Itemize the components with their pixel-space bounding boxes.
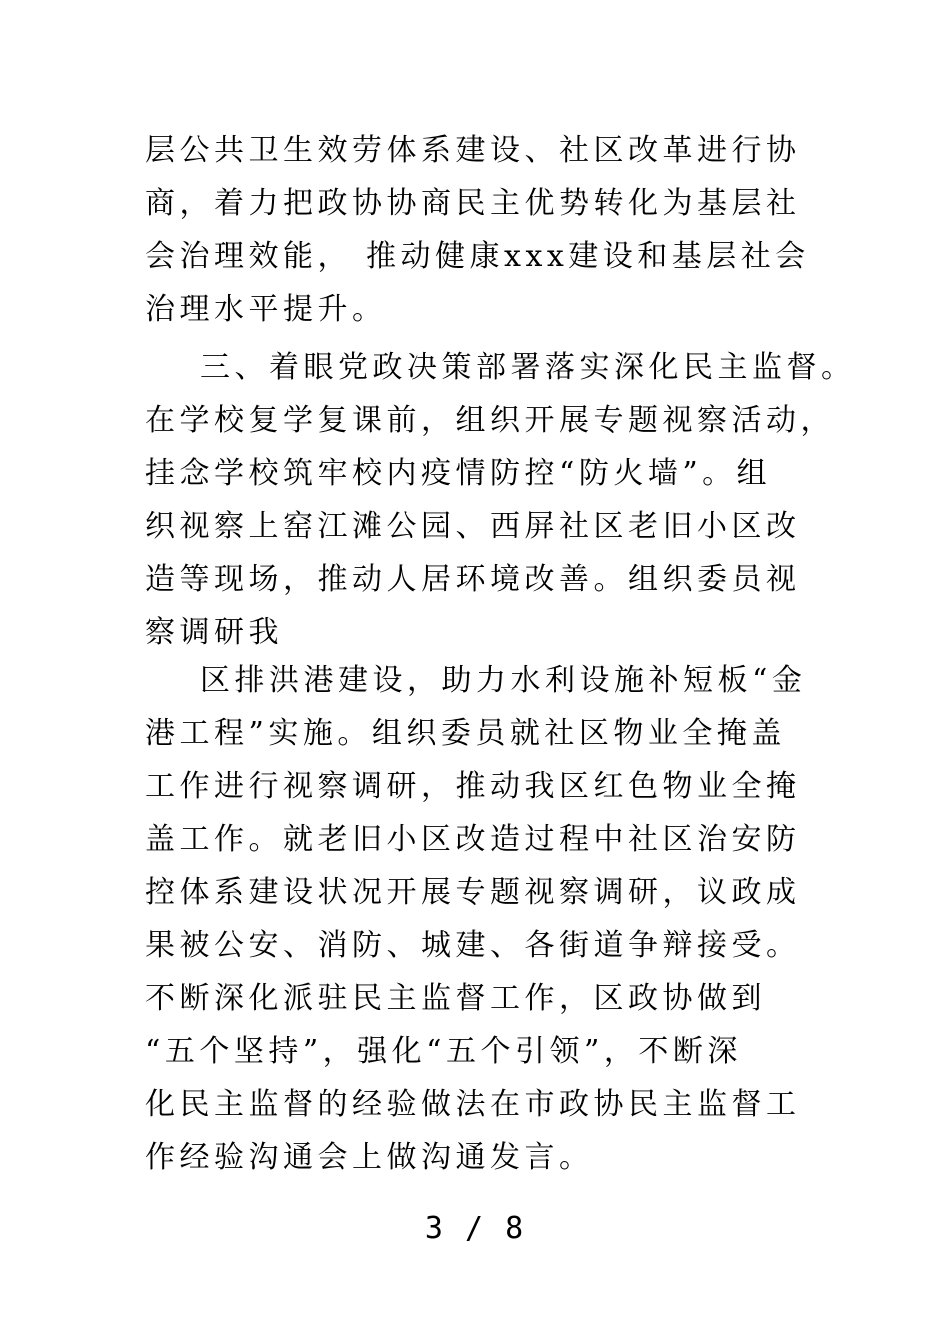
paragraph-line: 层公共卫生效劳体系建设、社区改革进行协: [145, 133, 801, 168]
paragraph-line: 在学校复学复课前，组织开展专题视察活动，: [145, 403, 835, 438]
paragraph-line: 工作进行视察调研，推动我区红色物业全掩: [145, 769, 801, 804]
paragraph-line: 不断深化派驻民主监督工作，区政协做到: [145, 981, 766, 1016]
paragraph-line: 挂念学校筑牢校内疫情防控“防火墙”。组: [145, 456, 772, 491]
paragraph-line: 会治理效能， 推动健康xxx建设和基层社会: [145, 239, 810, 274]
page-number: 3 / 8: [424, 1211, 526, 1246]
paragraph-line: 港工程”实施。组织委员就社区物业全掩盖: [145, 716, 786, 751]
paragraph-2: [145, 341, 856, 659]
paragraph-line: 控体系建设状况开展专题视察调研，议政成: [145, 875, 801, 910]
paragraph-line: 织视察上窑江滩公园、西屏社区老旧小区改: [145, 509, 801, 544]
paragraph-line: 作经验沟通会上做沟通发言。: [145, 1140, 594, 1175]
paragraph-line: “五个坚持”，强化“五个引领”，不断深: [145, 1034, 742, 1069]
paragraph-line: 三、着眼党政决策部署落实深化民主监督。: [200, 350, 856, 385]
paragraph-line: 商，着力把政协协商民主优势转化为基层社: [145, 186, 801, 221]
paragraph-line: 造等现场，推动人居环境改善。组织委员视: [145, 562, 801, 597]
paragraph-line: 化民主监督的经验做法在市政协民主监督工: [145, 1087, 801, 1122]
paragraph-line: 察调研我: [145, 615, 283, 650]
paragraph-line: 盖工作。就老旧小区改造过程中社区治安防: [145, 822, 801, 857]
paragraph-1: [145, 124, 815, 336]
paragraph-3: [145, 654, 815, 1184]
paragraph-line: 治理水平提升。: [145, 292, 387, 327]
paragraph-line: 区排洪港建设，助力水利设施补短板“金: [200, 663, 807, 698]
paragraph-line: 果被公安、消防、城建、各街道争辩接受。: [145, 928, 801, 963]
